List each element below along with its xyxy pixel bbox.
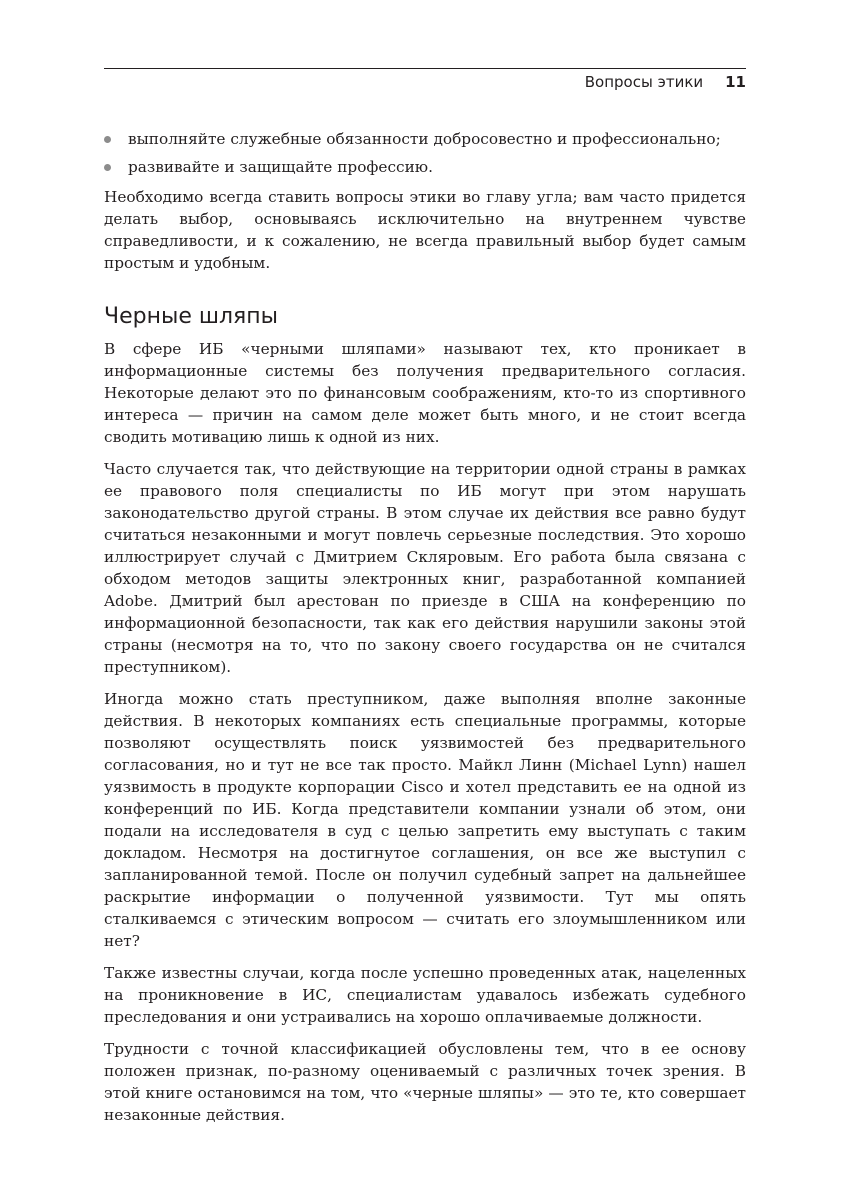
- section-heading: Черные шляпы: [104, 304, 279, 329]
- header-rule: [104, 68, 746, 69]
- bullet-dot-icon: [104, 164, 111, 171]
- intro-paragraph: Необходимо всегда ставить вопросы этики во главу угла; вам часто придется делать выбор, основываясь исключительно на внутреннем чувстве справедливости, и к сожалению, не всегда правильный выбор будет самым простым и удобным.: [104, 188, 746, 272]
- page-content: [104, 128, 746, 1136]
- bullet-list: [104, 128, 746, 178]
- bullet-item: [104, 128, 746, 150]
- running-title: Вопросы этики: [584, 73, 704, 91]
- paragraph-classification: Трудности с точной классификацией обусловлены тем, что в ее основу положен признак, по-разному оцениваемый с различных точек зрения. В этой книге остановимся на том, что «черные шляпы» — это те, кто совершает незаконные действия.: [104, 1040, 746, 1124]
- bullet-item: [104, 156, 746, 178]
- running-head: [585, 73, 746, 97]
- page-number: 11: [725, 73, 746, 91]
- paragraph-sklyarov-case: Часто случается так, что действующие на территории одной страны в рамках ее правового поля специалисты по ИБ могут при этом нарушать законодательство другой страны. В этом случае их действия все равно будут считаться незаконными и могут повлечь серьезные последствия. Это хорошо иллюстрирует случай с Дмитрием Скляровым. Его работа была связана с обходом методов защиты электронных книг, разработанной компанией Adobe. Дмитрий был арестован по приезде в США на конференцию по информационной безопасности, так как его действия нарушили законы этой страны (несмотря на то, что по закону своего государства он не считался преступником).: [104, 460, 746, 676]
- bullet-text: развивайте и защищайте профессию.: [128, 158, 433, 176]
- bullet-text: выполняйте служебные обязанности добросовестно и профессионально;: [128, 130, 721, 148]
- bullet-dot-icon: [104, 136, 111, 143]
- paragraph-lynn-case: Иногда можно стать преступником, даже выполняя вполне законные действия. В некоторых компаниях есть специальные программы, которые позволяют осуществлять поиск уязвимостей без предварительного согласования, но и тут не все так просто. Майкл Линн (Michael Lynn) нашел уязвимость в продукте корпорации Cisco и хотел представить ее на одной из конференций по ИБ. Когда представители компании узнали об этом, они подали на исследователя в суд с целью запретить ему выступать с таким докладом. Несмотря на достигнутое соглашения, он все же выступил с запланированной темой. После он получил судебный запрет на дальнейшее раскрытие информации о полученной уязвимости. Тут мы опять сталкиваемся с этическим вопросом — считать его злоумышленником или нет?: [104, 690, 746, 950]
- paragraph-black-hats-definition: В сфере ИБ «черными шляпами» называют тех, кто проникает в информационные системы без получения предварительного согласия. Некоторые делают это по финансовым соображениям, кто-то из спортивного интереса — причин на самом деле может быть много, и не стоит всегда сводить мотивацию лишь к одной из них.: [104, 340, 746, 446]
- paragraph-known-cases: Также известны случаи, когда после успешно проведенных атак, нацеленных на проникновение в ИС, специалистам удавалось избежать судебного преследования и они устраивались на хорошо оплачиваемые должности.: [104, 964, 746, 1026]
